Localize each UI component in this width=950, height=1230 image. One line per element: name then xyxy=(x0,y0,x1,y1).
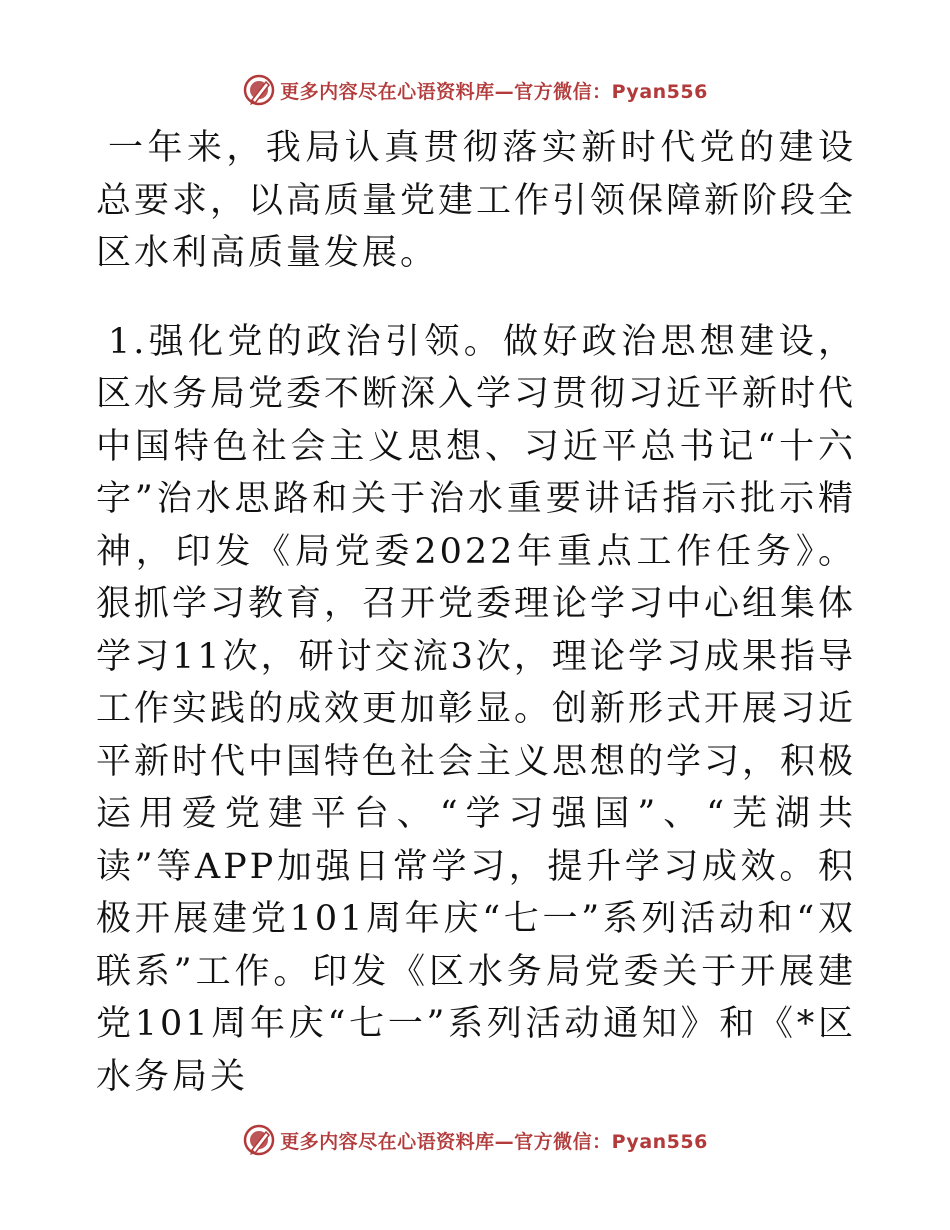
paragraph-section-1: 1.强化党的政治引领。做好政治思想建设，区水务局党委不断深入学习贯彻习近平新时代中国特色社会主义思想、习近平总书记“十六字”治水思路和关于治水重要讲话指示批示精神，印发《局党委2022年重点工作任务》。狠抓学习教育，召开党委理论学习中心组集体学习11次，研讨交流3次，理论学习成果指导工作实践的成效更加彰显。创新形式开展习近平新时代中国特色社会主义思想的学习，积极运用爱党建平台、“学习强国”、“芜湖共读”等APP加强日常学习，提升学习成效。积极开展建党101周年庆“七一”系列活动和“双联系”工作。印发《区水务局党委关于开展建党101周年庆“七一”系列活动通知》和《*区水务局关 xyxy=(96,321,857,1097)
watermark-text: 更多内容尽在心语资料库—官方微信：Pyan556 xyxy=(280,80,708,103)
footer-watermark xyxy=(0,1120,950,1160)
pen-seal-icon xyxy=(242,73,276,107)
pen-seal-icon xyxy=(242,1123,276,1157)
document-body xyxy=(96,122,856,1103)
watermark-text: 更多内容尽在心语资料库—官方微信：Pyan556 xyxy=(280,1130,708,1153)
paragraph-intro: 一年来，我局认真贯彻落实新时代党的建设总要求，以高质量党建工作引领保障新阶段全区水利高质量发展。 xyxy=(96,128,857,273)
header-watermark xyxy=(0,70,950,110)
